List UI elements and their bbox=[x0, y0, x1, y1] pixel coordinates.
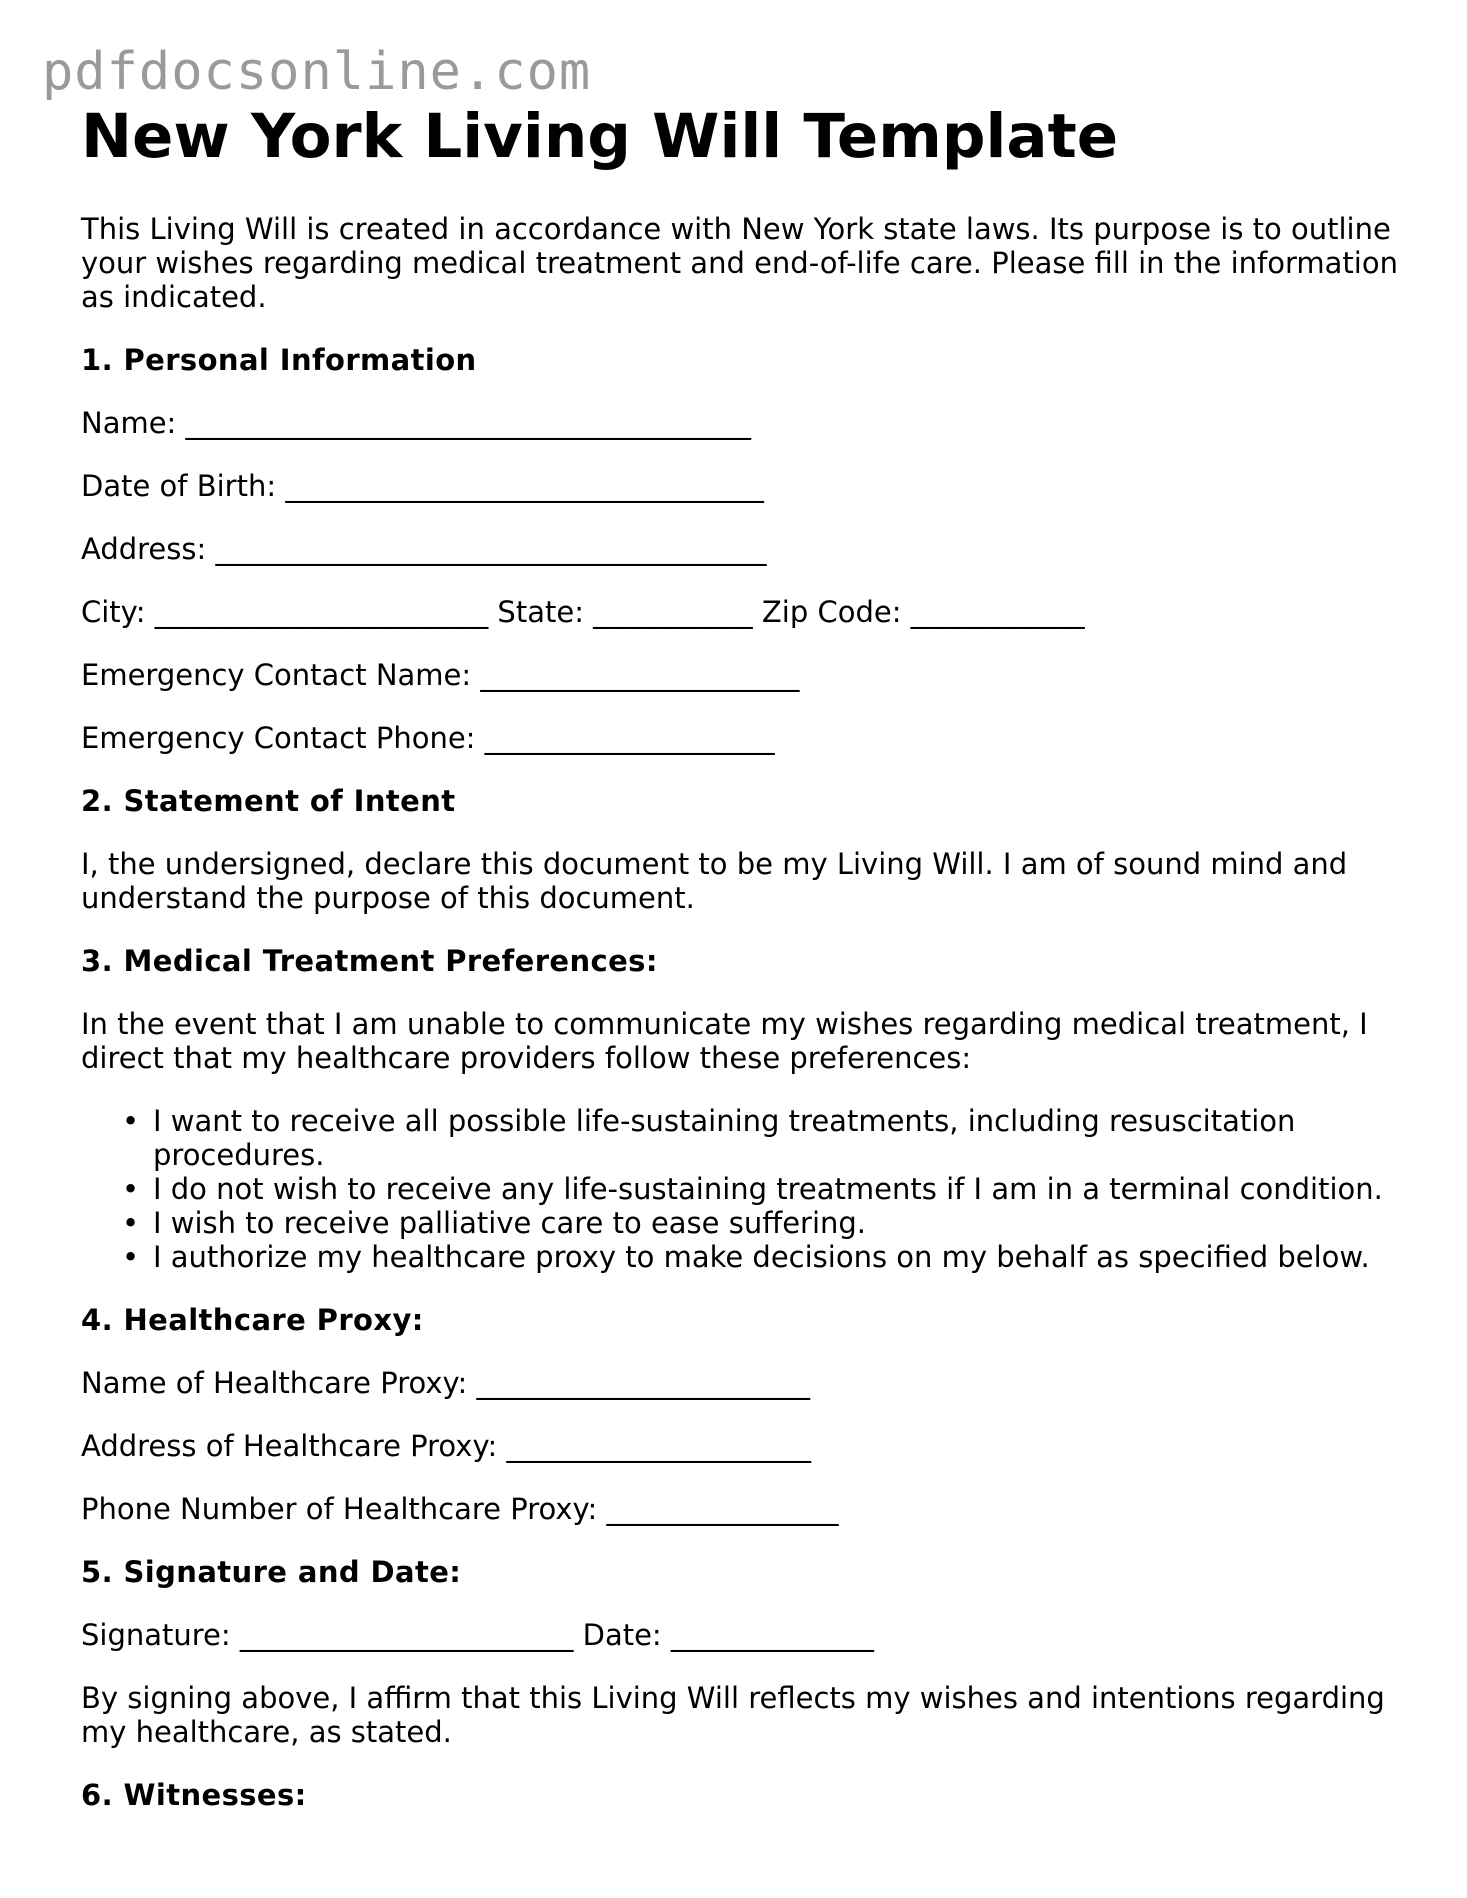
section-heading-healthcare-proxy: 4. Healthcare Proxy: bbox=[81, 1303, 424, 1338]
proxy-phone-field-line: Phone Number of Healthcare Proxy: ________________ bbox=[81, 1492, 839, 1527]
list-item: • I do not wish to receive any life-sustaining treatments if I am in a terminal condition. bbox=[153, 1172, 1401, 1206]
emergency-contact-phone-field-line: Emergency Contact Phone: ____________________ bbox=[81, 721, 775, 756]
section-heading-statement-of-intent: 2. Statement of Intent bbox=[81, 784, 456, 819]
preferences-list bbox=[81, 1104, 1401, 1274]
section-heading-signature-and-date: 5. Signature and Date: bbox=[81, 1555, 462, 1590]
medical-preferences-paragraph: In the event that I am unable to communicate my wishes regarding medical treatment, I direct that my healthcare providers follow these preferences: bbox=[81, 1007, 1368, 1076]
intro-paragraph: This Living Will is created in accordance with New York state laws. Its purpose is to outline your wishes regarding medical treatment and end-of-life care. Please fill in the information as indicated. bbox=[81, 212, 1398, 315]
date-of-birth-field-line: Date of Birth: _________________________________ bbox=[81, 469, 764, 504]
watermark-text: pdfdocsonline.com bbox=[42, 42, 592, 102]
name-field-line: Name: _______________________________________ bbox=[81, 406, 752, 441]
document-page bbox=[81, 100, 1401, 1812]
list-item: • I authorize my healthcare proxy to make decisions on my behalf as specified below. bbox=[153, 1240, 1401, 1274]
affirmation-paragraph: By signing above, I affirm that this Living Will reflects my wishes and intentions regarding my healthcare, as stated. bbox=[81, 1681, 1385, 1750]
section-heading-medical-treatment-preferences: 3. Medical Treatment Preferences: bbox=[81, 944, 658, 979]
statement-of-intent-paragraph: I, the undersigned, declare this document to be my Living Will. I am of sound mind and understand the purpose of this document. bbox=[81, 847, 1348, 916]
signature-date-field-line: Signature: _______________________ Date: ______________ bbox=[81, 1618, 874, 1653]
page-title: New York Living Will Template bbox=[81, 101, 1119, 172]
section-heading-personal-information: 1. Personal Information bbox=[81, 343, 477, 378]
city-state-zip-field-line: City: _______________________ State: ___________ Zip Code: ____________ bbox=[81, 595, 1085, 630]
proxy-name-field-line: Name of Healthcare Proxy: _______________________ bbox=[81, 1366, 811, 1401]
list-item: • I want to receive all possible life-sustaining treatments, including resuscitation procedures. bbox=[153, 1104, 1401, 1172]
address-field-line: Address: ______________________________________ bbox=[81, 532, 767, 567]
emergency-contact-name-field-line: Emergency Contact Name: ______________________ bbox=[81, 658, 800, 693]
list-item: • I wish to receive palliative care to ease suffering. bbox=[153, 1206, 1401, 1240]
section-heading-witnesses: 6. Witnesses: bbox=[81, 1778, 307, 1813]
proxy-address-field-line: Address of Healthcare Proxy: _____________________ bbox=[81, 1429, 811, 1464]
